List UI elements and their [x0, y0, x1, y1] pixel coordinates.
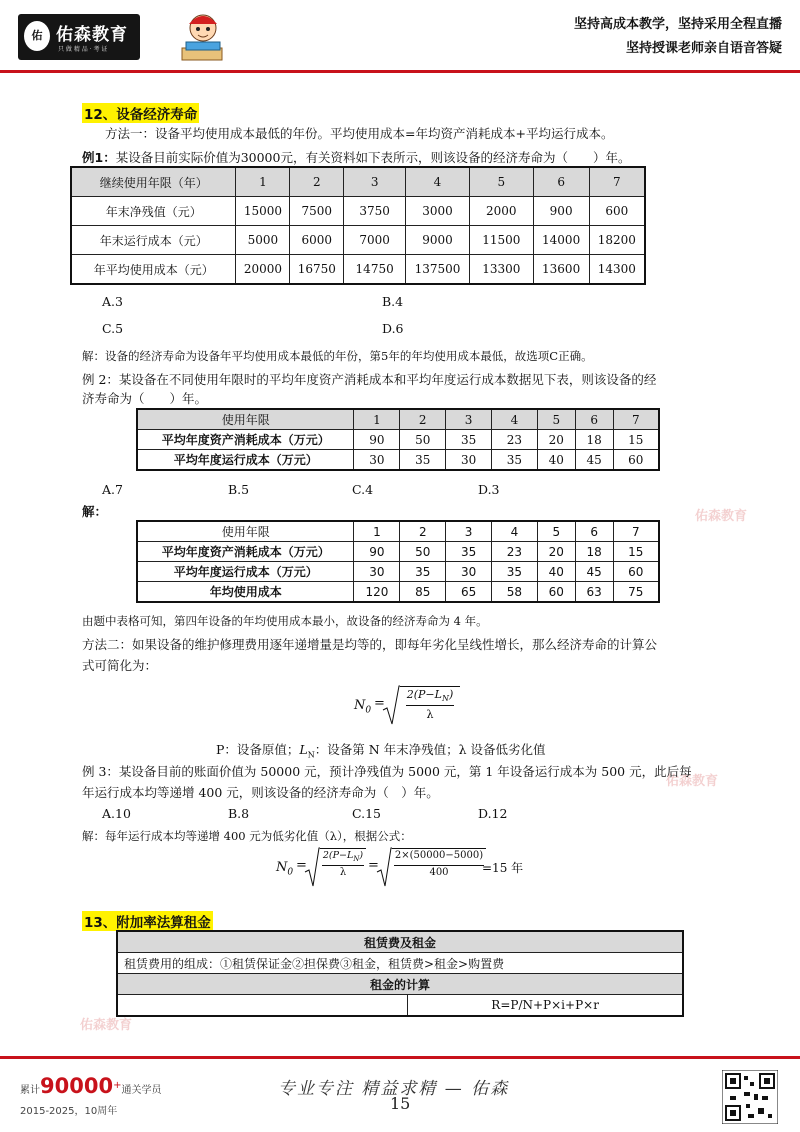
table-cell: 6000 [290, 226, 344, 255]
rent-table-heading-1: 租赁费及租金 [117, 931, 683, 953]
example-1-question: 例1：某设备目前实际价值为30000元，有关资料如下表所示，则该设备的经济寿命为（ ）年。 [82, 150, 631, 165]
table-cell: 600 [589, 197, 645, 226]
table-cell: 40 [537, 450, 575, 471]
table-cell: 23 [492, 542, 538, 562]
rent-table [116, 930, 684, 1017]
table-cell: 30 [354, 562, 400, 582]
table-cell: 11500 [469, 226, 533, 255]
formula-legend: P：设备原值；$L_N$：设备第 N 年末净残值；λ 设备低劣化值 [216, 742, 546, 760]
option-b: B.4 [382, 294, 404, 309]
table-cell: 13600 [533, 255, 589, 285]
sqrt-icon [376, 846, 392, 888]
rent-table-empty-cell [117, 995, 408, 1017]
table-row [71, 255, 645, 285]
table-row [137, 542, 659, 562]
table-cell: 50 [400, 430, 446, 450]
table-cell: 18200 [589, 226, 645, 255]
table-cell: 1 [236, 167, 290, 197]
example-2-solution-table [136, 520, 660, 603]
table-cell: 85 [400, 582, 446, 603]
table-cell: 7500 [290, 197, 344, 226]
example-2-question-line2: 济寿命为（ ）年。 [82, 391, 208, 406]
table-cell: 23 [492, 430, 538, 450]
rent-table-composition: 租赁费用的组成：①租赁保证金②担保费③租金，租赁费>租金>购置费 [117, 953, 683, 974]
table-row [137, 430, 659, 450]
signature: 专业专注 精益求精 — 佑森 [278, 1079, 510, 1099]
watermark: 佑森教育 [666, 774, 719, 789]
ex2-option-a: A.7 [102, 482, 123, 497]
table-cell: 平均年度资产消耗成本（万元） [137, 430, 354, 450]
table-cell: 14750 [344, 255, 406, 285]
table-cell: 3 [344, 167, 406, 197]
watermark: 佑森教育 [80, 1018, 133, 1033]
formula-economic-life: $N_0$ = $2(P-L_N)$ λ [354, 684, 464, 728]
sqrt-icon [304, 846, 320, 888]
brand-logo [18, 14, 140, 60]
table-cell: 5 [537, 521, 575, 542]
table-cell: 137500 [406, 255, 470, 285]
example-3-line-2: 年运行成本均等递增 400 元，则该设备的经济寿命为（ ）年。 [82, 785, 439, 800]
table-cell: 2 [290, 167, 344, 197]
table-cell: 6 [575, 521, 613, 542]
table-cell: 60 [613, 562, 659, 582]
qr-code-icon [722, 1070, 778, 1124]
section-title-13: 13、附加率法算租金 [82, 911, 213, 931]
table-cell: 2 [400, 409, 446, 430]
table-cell: 4 [492, 521, 538, 542]
table-header-row [137, 409, 659, 430]
table-cell: 平均年度资产消耗成本（万元） [137, 542, 354, 562]
table-cell: 18 [575, 430, 613, 450]
formula-example-3: $N_0$ = $2(P-L_N)$ λ = 2×(50000−5000) 400 =15 年 [276, 846, 526, 888]
table-cell: 30 [446, 450, 492, 471]
table-cell: 3 [446, 521, 492, 542]
table-cell: 5 [469, 167, 533, 197]
ex3-option-b: B.8 [228, 806, 250, 821]
header-divider [0, 70, 800, 73]
table-cell: 9000 [406, 226, 470, 255]
table-cell: 年末运行成本（元） [71, 226, 236, 255]
table-row [137, 562, 659, 582]
ex3-option-d: D.12 [478, 806, 508, 821]
option-d: D.6 [382, 321, 404, 336]
example-1-table [70, 166, 646, 285]
table-cell: 20000 [236, 255, 290, 285]
table-cell: 15 [613, 430, 659, 450]
mascot-icon [176, 8, 230, 64]
table-cell: 90 [354, 430, 400, 450]
table-cell: 30 [446, 562, 492, 582]
table-header-row [137, 521, 659, 542]
table-cell: 58 [492, 582, 538, 603]
table-cell: 3750 [344, 197, 406, 226]
table-row [71, 197, 645, 226]
sqrt-icon [382, 684, 400, 728]
table-cell: 60 [537, 582, 575, 603]
table-cell: 35 [492, 450, 538, 471]
table-cell: 2 [400, 521, 446, 542]
table-row [137, 582, 659, 603]
table-cell: 75 [613, 582, 659, 603]
slogan-line-1: 坚持高成本教学，坚持采用全程直播 [573, 17, 782, 32]
table-cell: 35 [400, 562, 446, 582]
table-cell: 1 [354, 521, 400, 542]
rent-table-formula: R=P/N+P×i+P×r [408, 995, 683, 1017]
table-cell: 63 [575, 582, 613, 603]
table-cell: 继续使用年限（年） [71, 167, 236, 197]
ex2-option-b: B.5 [228, 482, 250, 497]
graduate-count: 累计90000+通关学员 [20, 1074, 162, 1098]
table-row [137, 450, 659, 471]
anniversary-text: 2015-2025，10周年 [20, 1106, 118, 1117]
table-header-row [71, 167, 645, 197]
method-2-line-2: 式可简化为： [82, 658, 158, 673]
table-cell: 5 [537, 409, 575, 430]
table-cell: 6 [533, 167, 589, 197]
example-2-conclusion: 由题中表格可知，第四年设备的年均使用成本最小，故设备的经济寿命为 4 年。 [82, 614, 488, 628]
table-cell: 90 [354, 542, 400, 562]
page-number: 15 [390, 1094, 411, 1113]
table-cell: 35 [400, 450, 446, 471]
table-cell: 1 [354, 409, 400, 430]
table-cell: 4 [406, 167, 470, 197]
ex2-option-c: C.4 [352, 482, 374, 497]
table-cell: 35 [446, 542, 492, 562]
table-cell: 14300 [589, 255, 645, 285]
example-3-line-1: 例 3：某设备目前的账面价值为 50000 元，预计净残值为 5000 元，第 1 年设备运行成本为 500 元，此后每 [82, 764, 692, 779]
ex2-option-d: D.3 [478, 482, 500, 497]
logo-tagline: 只 做 精 品 · 考 证 [58, 46, 108, 53]
table-cell: 7000 [344, 226, 406, 255]
table-cell: 15 [613, 542, 659, 562]
option-c: C.5 [102, 321, 124, 336]
example-2-table [136, 408, 660, 471]
table-cell: 18 [575, 542, 613, 562]
example-1-answer: 解：设备的经济寿命为设备年平均使用成本最低的年份，第5年的年均使用成本最低，故选项C正确。 [82, 349, 593, 363]
table-cell: 35 [492, 562, 538, 582]
footer-divider [0, 1056, 800, 1059]
table-cell: 16750 [290, 255, 344, 285]
option-a: A.3 [102, 294, 123, 309]
example-2-question-line1: 例 2：某设备在不同使用年限时的平均年度资产消耗成本和平均年度运行成本数据见下表，则该设备的经 [82, 372, 657, 387]
table-cell: 年末净残值（元） [71, 197, 236, 226]
table-cell: 13300 [469, 255, 533, 285]
table-cell: 5000 [236, 226, 290, 255]
section-title-12: 12、设备经济寿命 [82, 103, 199, 123]
table-cell: 45 [575, 450, 613, 471]
table-cell: 年平均使用成本（元） [71, 255, 236, 285]
table-cell: 2000 [469, 197, 533, 226]
table-cell: 6 [575, 409, 613, 430]
logo-name: 佑森教育 [56, 25, 128, 45]
example-3-answer: 解：每年运行成本均等递增 400 元为低劣化值（λ），根据公式： [82, 829, 412, 843]
method-2-line-1: 方法二：如果设备的维护修理费用逐年递增量是均等的，即每年劣化呈线性增长，那么经济寿命的计算公 [82, 637, 658, 652]
table-cell: 900 [533, 197, 589, 226]
table-cell: 年均使用成本 [137, 582, 354, 603]
table-cell: 平均年度运行成本（万元） [137, 450, 354, 471]
table-cell: 7 [613, 521, 659, 542]
table-row [71, 226, 645, 255]
ex3-option-c: C.15 [352, 806, 381, 821]
rent-table-heading-2: 租金的计算 [117, 974, 683, 995]
logo-seal-icon: 佑 [24, 21, 50, 51]
table-cell: 50 [400, 542, 446, 562]
table-cell: 20 [537, 542, 575, 562]
table-cell: 120 [354, 582, 400, 603]
table-cell: 7 [613, 409, 659, 430]
table-cell: 3000 [406, 197, 470, 226]
table-cell: 使用年限 [137, 409, 354, 430]
table-cell: 使用年限 [137, 521, 354, 542]
table-cell: 15000 [236, 197, 290, 226]
table-cell: 45 [575, 562, 613, 582]
table-cell: 60 [613, 450, 659, 471]
table-cell: 4 [492, 409, 538, 430]
table-cell: 35 [446, 430, 492, 450]
table-cell: 20 [537, 430, 575, 450]
watermark: 佑森教育 [695, 509, 748, 524]
table-cell: 65 [446, 582, 492, 603]
table-cell: 平均年度运行成本（万元） [137, 562, 354, 582]
table-cell: 30 [354, 450, 400, 471]
table-cell: 7 [589, 167, 645, 197]
table-cell: 3 [446, 409, 492, 430]
ex3-option-a: A.10 [102, 806, 131, 821]
slogan-line-2: 坚持授课老师亲自语音答疑 [625, 41, 782, 56]
ex2-solution-label: 解： [82, 504, 108, 519]
method-1-text: 方法一：设备平均使用成本最低的年份。平均使用成本=年均资产消耗成本+平均运行成本。 [105, 126, 614, 141]
table-cell: 14000 [533, 226, 589, 255]
table-cell: 40 [537, 562, 575, 582]
